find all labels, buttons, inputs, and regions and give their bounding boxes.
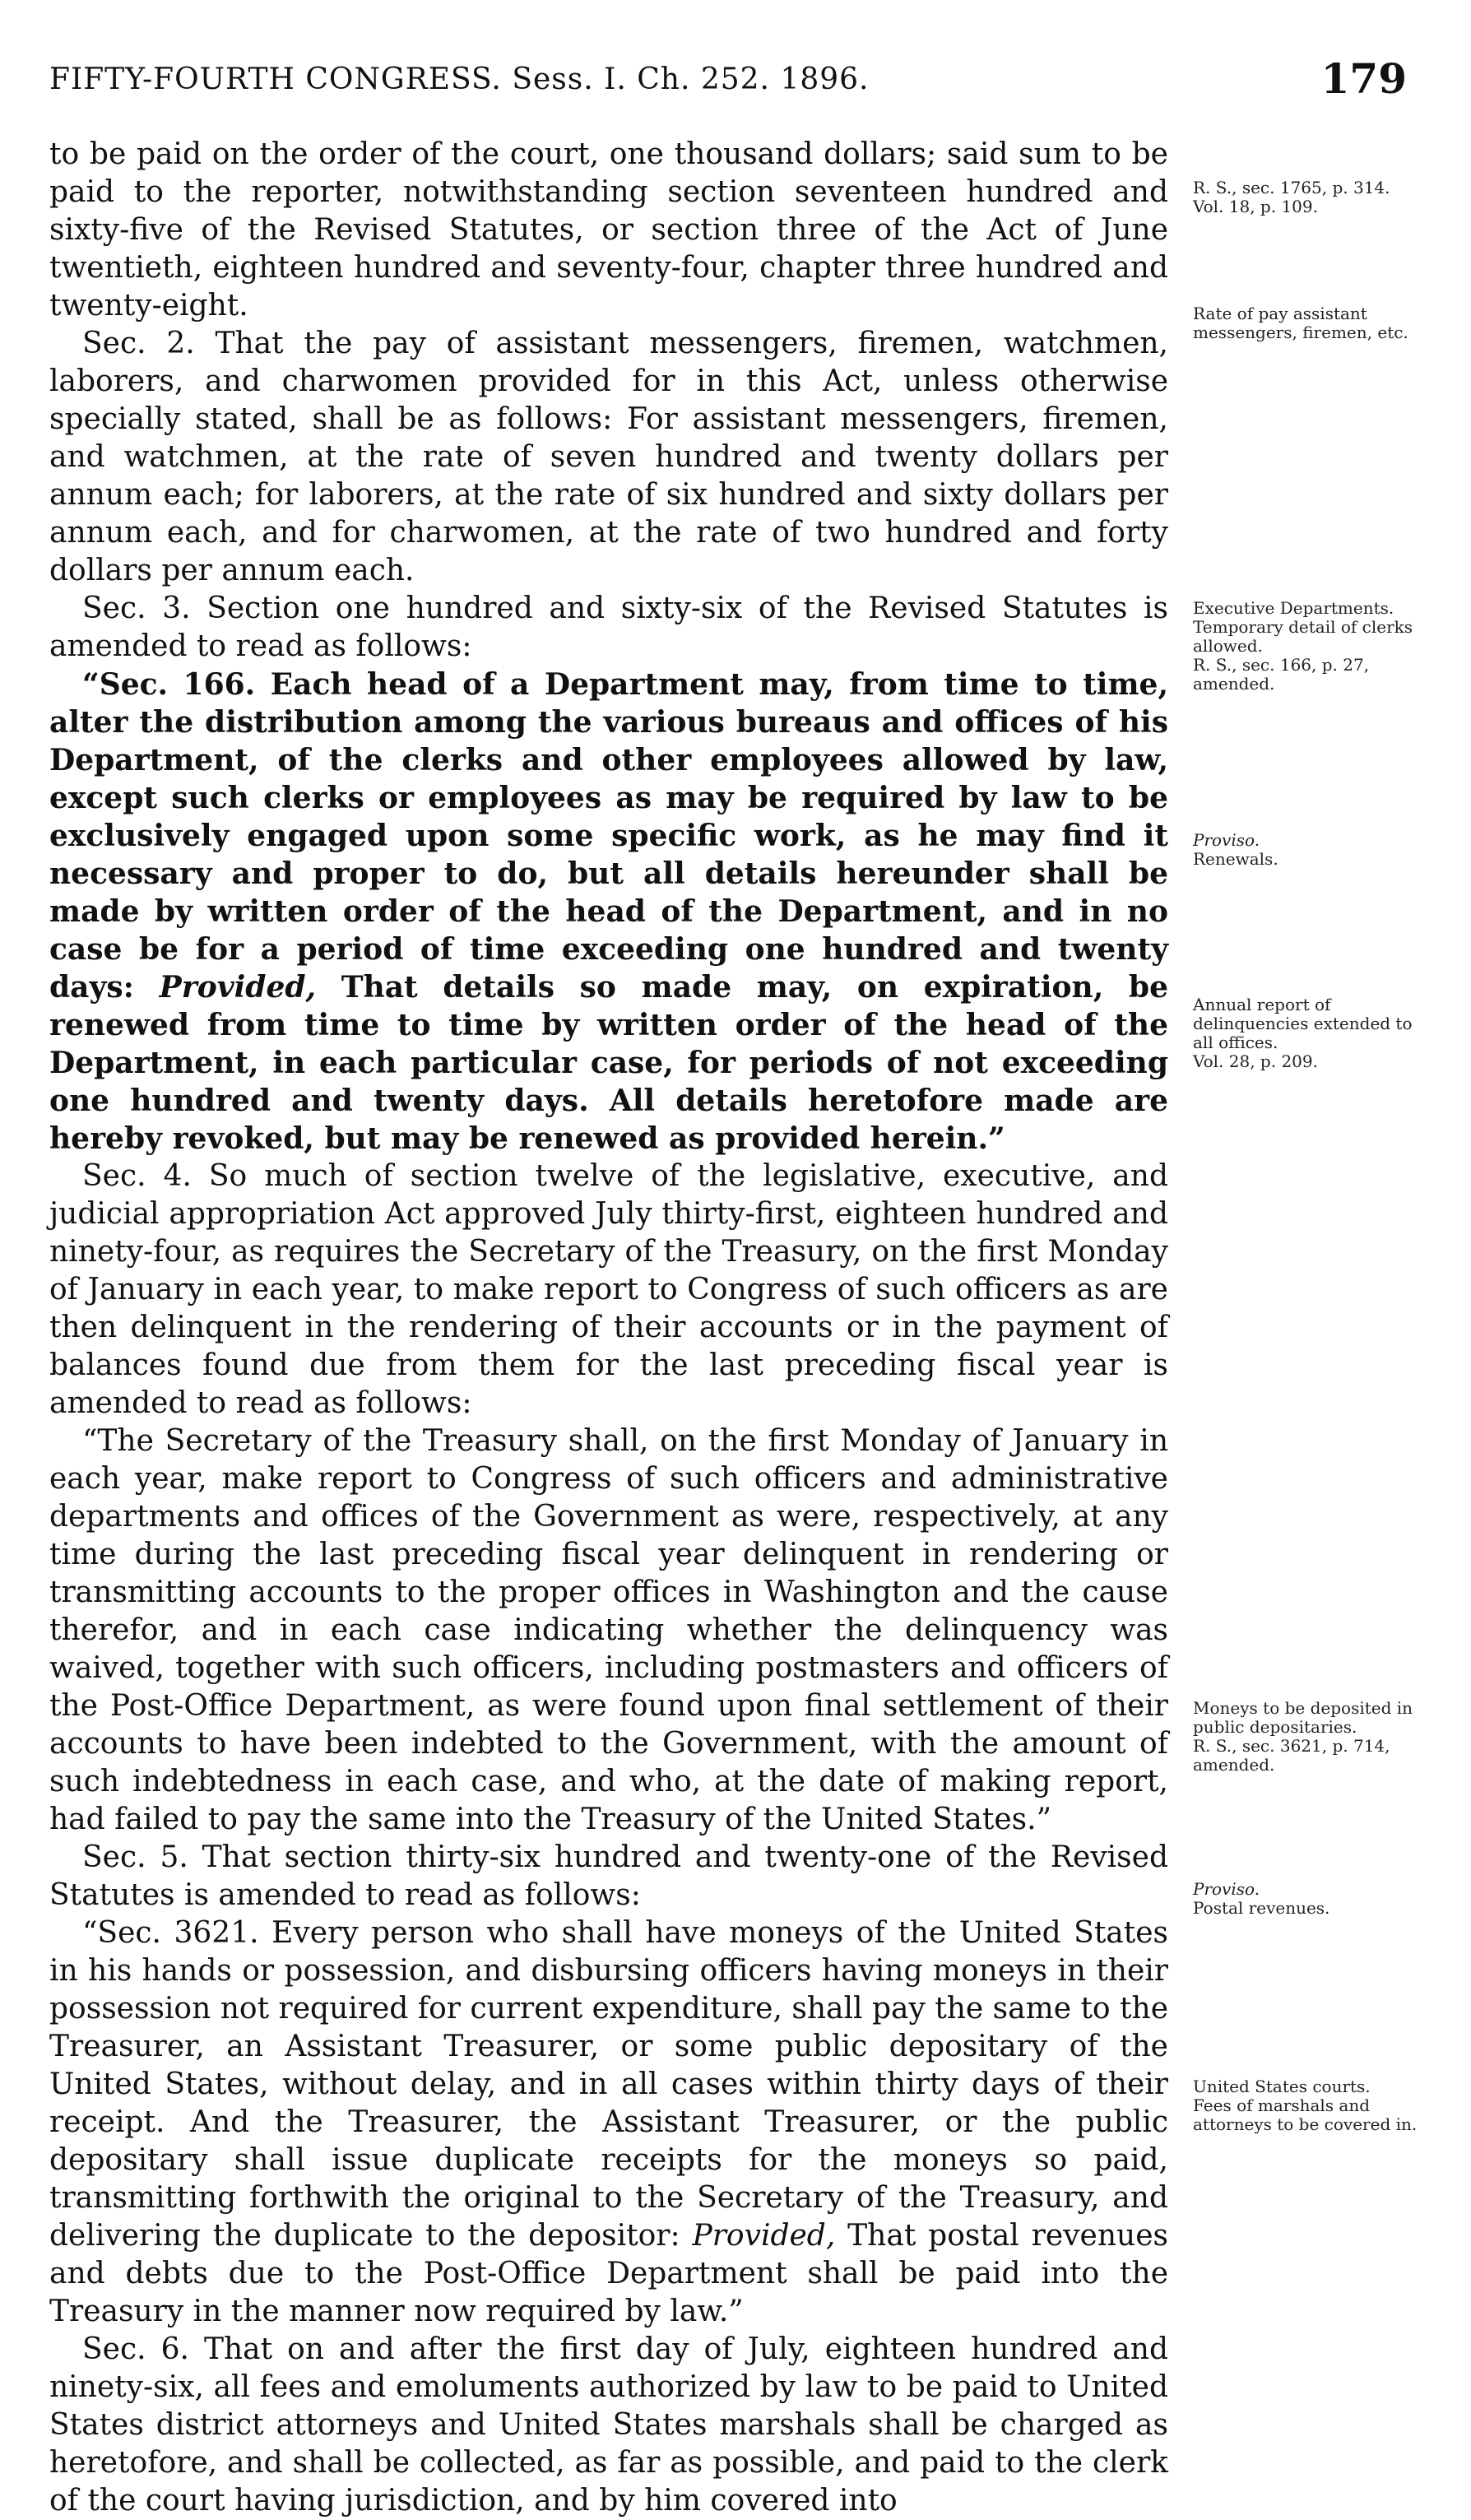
body-text	[49, 136, 1168, 2520]
margin-note: Moneys to be deposited in public depositaries. R. S., sec. 3621, p. 714, amended.	[1193, 1698, 1413, 1775]
paragraph-sec-5: Sec. 5. That section thirty-six hundred and twenty-one of the Revised Statutes is amended to read as follows:	[49, 1840, 1168, 1912]
margin-note: Annual report of delinquencies extended to all offices. Vol. 28, p. 209.	[1193, 995, 1413, 1071]
margin-note: Proviso. Renewals.	[1193, 830, 1278, 869]
page-header	[49, 48, 1407, 105]
page-number: 179	[1320, 54, 1407, 103]
paragraph-sec-4: Sec. 4. So much of section twelve of the legislative, executive, and judicial appropriation Act approved July thirty-first, eighteen hundred and ninety-four, as requires the Secretary of the Treasury, on the first Monday of January in each year, to make report to Congress of such officers as are then delinquent in the rendering of their accounts or in the payment of balances found due from them for the last preceding fiscal year is amended to read as follows:	[49, 1159, 1168, 1420]
margin-note: Executive Departments. Temporary detail of clerks allowed. R. S., sec. 166, p. 27, amended.	[1193, 598, 1413, 694]
margin-note: R. S., sec. 1765, p. 314. Vol. 18, p. 109.	[1193, 178, 1390, 216]
paragraph-sec-6: Sec. 6. That on and after the first day of July, eighteen hundred and ninety-six, all fees and emoluments authorized by law to be paid to United States district attorneys and United States marshals shall be charged as heretofore, and shall be collected, as far as possible, and paid to the clerk of the court having jurisdiction, and by him covered into	[49, 2332, 1168, 2518]
paragraph-sec-166: “Sec. 166. Each head of a Department may, from time to time, alter the distribution among the various bureaus and offices of his Department, of the clerks and other employees allowed by law, except such clerks or employees as may be required by law to be exclusively engaged upon some specific work, as he may find it necessary and proper to do, but all details hereunder shall be made by written order of the head of the Department, and in no case be for a period of time exceeding one hundred and twenty days: Provided, That details so made may, on expiration, be renewed from time to time by written order of the head of the Department, in each particular case, for periods of not exceeding one hundred and twenty days. All details heretofore made are hereby revoked, but may be renewed as provided herein.”	[49, 667, 1168, 1156]
margin-note: United States courts. Fees of marshals and attorneys to be covered in.	[1193, 2077, 1418, 2134]
paragraph-sec-4-quote: “The Secretary of the Treasury shall, on the first Monday of January in each year, make report to Congress of such officers and administrative departments and offices of the Government as were, respectively, at any time during the last preceding fiscal year delinquent in rendering or transmitting accounts to the proper offices in Washington and the cause therefor, and in each case indicating whether the delinquency was waived, together with such officers, including postmasters and officers of the Post-Office Department, as were found upon final settlement of their accounts to have been indebted to the Government, with the amount of such indebtedness in each case, and who, at the date of making report, had failed to pay the same into the Treasury of the United States.”	[49, 1424, 1168, 1836]
paragraph-sec-3621: “Sec. 3621. Every person who shall have moneys of the United States in his hands or possession, and disbursing officers having moneys in their possession not required for current expenditure, shall pay the same to the Treasurer, an Assistant Treasurer, or some public depositary of the United States, without delay, and in all cases within thirty days of their receipt. And the Treasurer, the Assistant Treasurer, or the public depositary shall issue duplicate receipts for the moneys so paid, transmitting forthwith the original to the Secretary of the Treasury, and delivering the duplicate to the depositor: Provided, That postal revenues and debts due to the Post-Office Department shall be paid into the Treasury in the manner now required by law.”	[49, 1916, 1168, 2328]
margin-note: Rate of pay assistant messengers, firemen, etc.	[1193, 304, 1408, 342]
paragraph-sec-2: Sec. 2. That the pay of assistant messengers, firemen, watchmen, laborers, and charwomen provided for in this Act, unless otherwise specially stated, shall be as follows: For assistant messengers, firemen, and watchmen, at the rate of seven hundred and twenty dollars per annum each; for laborers, at the rate of six hundred and sixty dollars per annum each, and for charwomen, at the rate of two hundred and forty dollars per annum each.	[49, 327, 1168, 587]
paragraph-sec-3: Sec. 3. Section one hundred and sixty-six of the Revised Statutes is amended to read as follows:	[49, 592, 1168, 663]
paragraph-continuation: to be paid on the order of the court, one thousand dollars; said sum to be paid to the reporter, notwithstanding section seventeen hundred and sixty-five of the Revised Statutes, or section three of the Act of June twentieth, eighteen hundred and seventy-four, chapter three hundred and twenty-eight.	[49, 137, 1168, 323]
margin-note: Proviso. Postal revenues.	[1193, 1879, 1330, 1918]
running-head: FIFTY-FOURTH CONGRESS. Sess. I. Ch. 252. 1896.	[49, 63, 870, 96]
